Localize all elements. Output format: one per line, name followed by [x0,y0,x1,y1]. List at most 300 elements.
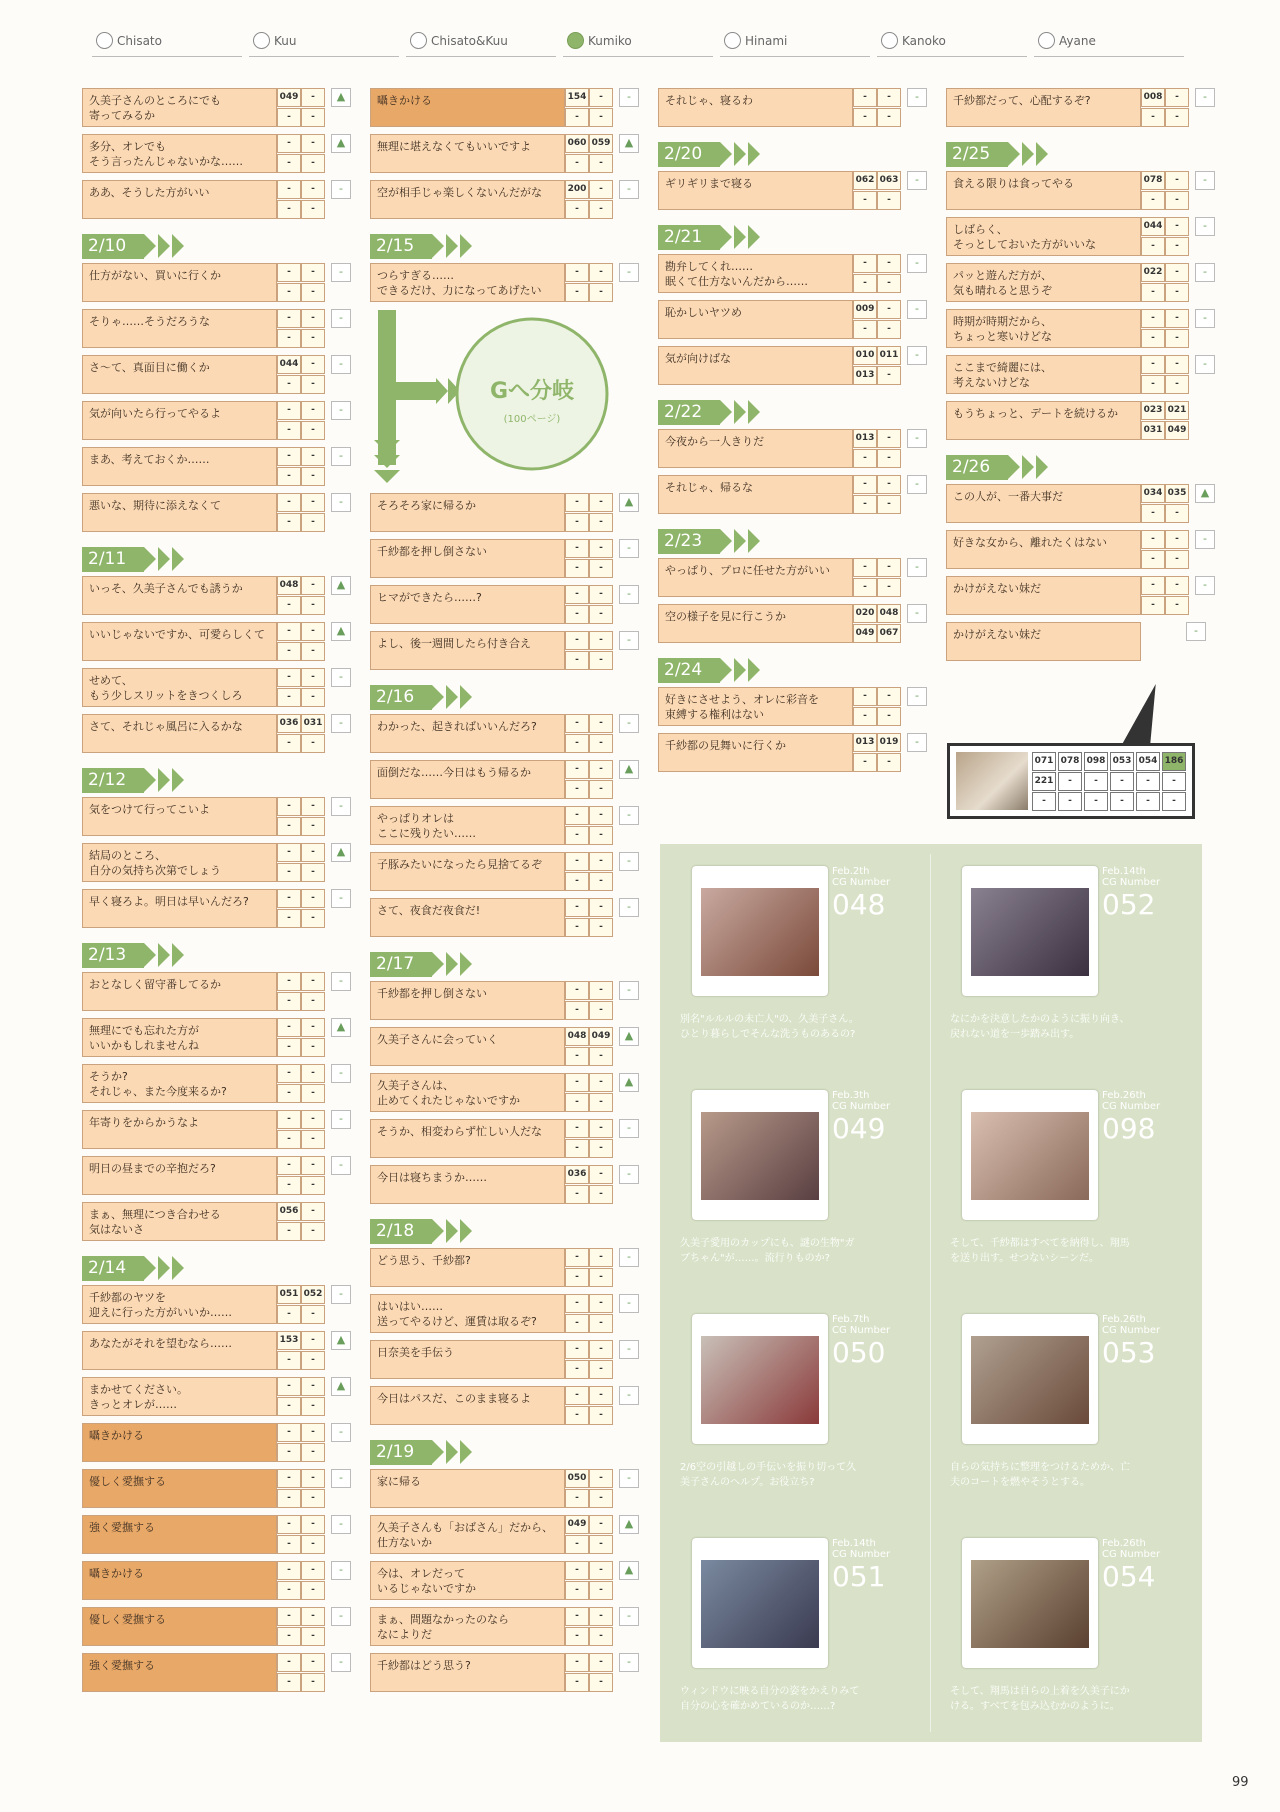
cg-cell: - [301,688,325,707]
cg-cell: - [277,1423,301,1442]
cg-cell: 063 [877,171,901,190]
cg-cell: - [301,909,325,928]
tab-ayane[interactable] [1034,30,1184,57]
cg-cells [277,622,325,661]
cg-cells [565,493,613,532]
cg-image [701,888,819,976]
cg-cell: - [589,1073,613,1092]
cg-cell: - [1165,504,1189,523]
cg-cell: - [589,180,613,199]
cg-cell: - [589,1535,613,1554]
choice-option: 強く愛撫する [82,1515,277,1554]
cg-cell: - [1165,375,1189,394]
cg-cell: - [1165,217,1189,236]
cg-cell: - [589,1340,613,1359]
cg-cell: - [1165,329,1189,348]
cg-cell: - [277,972,301,991]
dash-marker: - [1186,622,1206,641]
branch-page: (100ページ) [503,414,561,425]
choice-option: 無理に堪えなくてもいいですよ [370,134,565,173]
date-label: 2/17 [370,952,432,977]
choice-option: 空の様子を見に行こうか [658,604,853,643]
cg-cell: 067 [877,624,901,643]
cg-cells [565,263,613,302]
cg-cell: - [565,760,589,779]
cg-cells [1141,530,1189,569]
dash-marker: - [331,1285,351,1304]
choice-option: 気をつけて行ってこいよ [82,797,277,836]
cg-cell: - [1141,108,1165,127]
cg-cell: - [301,1469,325,1488]
tab-label: Hinami [745,34,788,48]
cg-cell: - [1165,191,1189,210]
cg-cells [565,1027,613,1066]
chevron-icon [144,943,156,967]
cg-cells [1141,401,1189,440]
cg-cells [277,1018,325,1057]
dash-marker: - [331,1156,351,1175]
dash-marker: - [331,263,351,282]
tab-kumiko[interactable] [563,30,713,57]
cg-date: Feb.26th [1102,1090,1146,1101]
cg-cell: - [1165,550,1189,569]
cg-cell: - [277,401,301,420]
date-label: 2/21 [658,225,720,250]
date-label: 2/12 [82,768,144,793]
cg-cells [565,585,613,624]
cg-cell: - [277,375,301,394]
cg-cell: 034 [1141,484,1165,503]
cg-caption: 別名"ルルルの未亡人"の、久美子さん。 ひとり暮らしでそんな洗うものあるの? [680,1014,859,1040]
date-label: 2/16 [370,685,432,710]
cg-cell: 036 [277,714,301,733]
chevron-icon [432,234,444,258]
cg-cell: - [277,1581,301,1600]
cg-cell: - [589,826,613,845]
cg-cell: 153 [277,1331,301,1350]
cg-number-label: CG Number [1102,1101,1161,1112]
cg-cell: - [565,513,589,532]
cg-cell: - [589,651,613,670]
cg-cell: 049 [565,1515,589,1534]
chevron-icon [432,1440,444,1464]
date-label: 2/14 [82,1256,144,1281]
cg-cell: - [853,495,877,514]
cg-cells [565,1653,613,1692]
cg-cell: 052 [301,1285,325,1304]
chevron-icon [158,547,170,571]
cg-cell: - [589,1469,613,1488]
chevron-icon [1022,142,1034,166]
cg-cell: - [301,622,325,641]
cg-cell: - [277,863,301,882]
cg-cell: - [1141,355,1165,374]
cg-cell: - [565,1406,589,1425]
cg-gallery [660,844,1202,1742]
cg-cell: - [277,1222,301,1241]
cg-cell: - [877,687,901,706]
chevron-icon [172,234,184,258]
cg-cell: - [1110,772,1134,791]
cg-cell: - [301,863,325,882]
cg-cell: - [589,1165,613,1184]
cg-cell: - [589,898,613,917]
cg-cells [277,1202,325,1241]
cg-cells [565,1340,613,1379]
dash-marker: - [331,355,351,374]
chevron-icon [158,943,170,967]
dash-marker: - [907,429,927,448]
cg-cell: - [277,1561,301,1580]
dash-marker: - [1195,530,1215,549]
cg-cells [277,1469,325,1508]
cg-cell: - [565,852,589,871]
cg-cell: - [1165,309,1189,328]
cg-cell: - [301,1627,325,1646]
up-arrow-icon: ▲ [619,1561,639,1580]
cg-cell: - [301,329,325,348]
cg-cell: - [301,355,325,374]
dash-marker: - [331,1469,351,1488]
cg-cell: - [301,1331,325,1350]
cg-cells [853,346,901,385]
dash-marker: - [619,1248,639,1267]
cg-photo [962,866,1098,996]
date-label: 2/18 [370,1219,432,1244]
radio-icon [881,32,898,49]
dash-marker: - [907,346,927,365]
cg-cell: - [565,1001,589,1020]
radio-icon [253,32,270,49]
cg-cell: 050 [565,1469,589,1488]
cg-cell: 221 [1032,772,1056,791]
cg-cell: - [589,1001,613,1020]
cg-cell: - [565,826,589,845]
cg-cell: - [301,1561,325,1580]
cg-cell: - [565,780,589,799]
cg-cells [277,263,325,302]
cg-cell: - [277,668,301,687]
tab-kanoko[interactable] [877,30,1027,57]
cg-cell: - [565,651,589,670]
cg-cell: - [277,154,301,173]
cg-cell: - [1165,88,1189,107]
tab-label: Kumiko [588,34,632,48]
cg-date: Feb.26th [1102,1538,1146,1549]
cg-cell: - [853,191,877,210]
cg-cell: - [1136,792,1160,811]
dash-marker: - [907,254,927,273]
cg-cell: 062 [853,171,877,190]
cg-cells [565,1119,613,1158]
cg-cells [277,1423,325,1462]
cg-number: 048 [832,888,886,921]
cg-cell: - [277,1156,301,1175]
cg-photo [692,1314,828,1444]
cg-cell: - [1058,792,1082,811]
cg-cell: - [589,1489,613,1508]
cg-cell: - [277,1489,301,1508]
dash-marker: - [619,1469,639,1488]
cg-number-label: CG Number [1102,877,1161,888]
cg-cell: - [1165,171,1189,190]
chevron-icon [734,225,746,249]
choice-option: 仕方がない、買いに行くか [82,263,277,302]
dash-marker: - [619,585,639,604]
cg-cell: - [301,1156,325,1175]
cg-cells [277,1156,325,1195]
cg-cell: - [565,1489,589,1508]
date-label: 2/10 [82,234,144,259]
dash-marker: - [619,1165,639,1184]
choice-option: それじゃ、寝るわ [658,88,853,127]
cg-cell: - [277,688,301,707]
dash-marker: - [619,806,639,825]
bubble-pointer [1122,684,1169,744]
cg-caption: ウィンドウに映る自分の姿をかえりみて 自分の心を確かめているのか……? [680,1686,860,1712]
cg-number-label: CG Number [832,1549,891,1560]
dash-marker: - [331,1515,351,1534]
cg-image [701,1112,819,1200]
cg-cells [277,797,325,836]
cg-cell: - [301,1351,325,1370]
up-arrow-icon: ▲ [619,1073,639,1092]
cg-cell: - [1084,772,1108,791]
dash-marker: - [331,447,351,466]
cg-cell: - [589,585,613,604]
chevron-icon [720,529,732,553]
cg-cell: - [877,254,901,273]
cg-cells [565,134,613,173]
cg-cell: - [1141,283,1165,302]
cg-cell: - [277,263,301,282]
cg-cell: 044 [1141,217,1165,236]
choice-option: そりゃ……そうだろうな [82,309,277,348]
choice-option: 面倒だな……今日はもう帰るか [370,760,565,799]
chevron-icon [446,685,458,709]
cg-cell: 013 [853,366,877,385]
cg-cell: - [277,1176,301,1195]
cg-cell: - [853,753,877,772]
choice-option: 強く愛撫する [82,1653,277,1692]
cg-cell: - [301,843,325,862]
cg-photo [692,1090,828,1220]
tab-chisato[interactable] [92,30,242,57]
choice-option: さて、それじゃ風呂に入るかな [82,714,277,753]
cg-cell: - [877,366,901,385]
cg-cell: - [589,1607,613,1626]
cg-cell: - [1032,792,1056,811]
cg-cell: - [853,578,877,597]
cg-caption: なにかを決意したかのように振り向き、 戻れない道を一歩踏み出す。 [950,1014,1130,1040]
cg-cells [277,134,325,173]
cg-cell: - [301,108,325,127]
choice-option: 空が相手じゃ楽しくないんだがな [370,180,565,219]
choice-option: あなたがそれを望むなら…… [82,1331,277,1370]
cg-entry [930,1292,1190,1510]
date-label: 2/22 [658,400,720,425]
choice-option: 恥かしいヤツめ [658,300,853,339]
cg-cell: - [565,1535,589,1554]
dash-marker: - [907,171,927,190]
gallery-divider [930,854,931,1732]
cg-photo [962,1538,1098,1668]
cg-cell: - [877,753,901,772]
cg-cell: - [589,513,613,532]
cg-cell: - [589,852,613,871]
cg-cell: - [877,495,901,514]
chevron-icon [446,952,458,976]
dash-marker: - [1195,576,1215,595]
dash-marker: - [619,1340,639,1359]
up-arrow-icon: ▲ [619,1027,639,1046]
cg-entry [930,1516,1190,1734]
cg-cells [565,1165,613,1204]
cg-cells [1141,309,1189,348]
cg-cell: - [277,1673,301,1692]
tab-label: Kanoko [902,34,946,48]
cg-cells [277,1331,325,1370]
cg-cell: - [589,1139,613,1158]
cg-cell: - [301,375,325,394]
cg-cells [853,733,901,772]
cg-cell: - [877,300,901,319]
chevron-icon [1008,455,1020,479]
cg-cells [277,493,325,532]
cg-cell: - [301,493,325,512]
dash-marker: - [1195,263,1215,282]
cg-cell: - [301,972,325,991]
choice-option: かけがえない妹だ [946,576,1141,615]
dash-marker: - [619,1653,639,1672]
cg-cells [565,539,613,578]
dash-marker: - [1195,355,1215,374]
cg-cell: - [301,88,325,107]
cg-cell: - [565,1581,589,1600]
cg-cell: 154 [565,88,589,107]
cg-cell: - [1141,530,1165,549]
cg-cell: - [277,1110,301,1129]
cg-cells [1141,171,1189,210]
cg-cell: - [1141,596,1165,615]
cg-caption: そして、千紗都はすべてを納得し、翔馬 を送り出す。せつないシーンだ。 [950,1238,1130,1264]
cg-number: 051 [832,1560,886,1593]
cg-cell: 051 [277,1285,301,1304]
cg-caption: 自らの気持ちに整理をつけるためか、亡 夫のコートを燃やそうとする。 [950,1462,1130,1488]
choice-option: まぁ、無理につき合わせる 気はないさ [82,1202,277,1241]
cg-cell: - [877,449,901,468]
cg-date: Feb.7th [832,1314,870,1325]
cg-cell: 056 [277,1202,301,1221]
cg-cell: - [589,1406,613,1425]
cg-cell: - [877,320,901,339]
choice-option: 子豚みたいになったら見捨てるぞ [370,852,565,891]
chevron-icon [460,685,472,709]
radio-icon [567,32,584,49]
cg-number: 054 [1102,1560,1156,1593]
cg-number: 050 [832,1336,886,1369]
dash-marker: - [619,1386,639,1405]
date-label: 2/23 [658,529,720,554]
cg-cell: - [565,493,589,512]
cg-cells [565,1073,613,1112]
dash-marker: - [907,687,927,706]
cg-cell: - [589,1360,613,1379]
cg-cells [565,1248,613,1287]
cg-cell: - [853,558,877,577]
choice-option: 気が向けばな [658,346,853,385]
dash-marker: - [619,898,639,917]
cg-cell: - [277,200,301,219]
cg-cell: - [301,1397,325,1416]
tab-hinami[interactable] [720,30,870,57]
cg-entry [660,1516,920,1734]
choice-option: どう思う、千紗都? [370,1248,565,1287]
tab-kuu[interactable] [249,30,399,57]
dash-marker: - [619,1294,639,1313]
cg-cells [565,1561,613,1600]
choice-option: 久美子さんのところにでも 寄ってみるか [82,88,277,127]
cg-cells [1141,88,1189,127]
tab-chisatokuu[interactable] [406,30,556,57]
tab-label: Ayane [1059,34,1096,48]
cg-number-label: CG Number [832,877,891,888]
cg-cell: 048 [277,576,301,595]
cg-cells [1141,355,1189,394]
cg-cells [277,668,325,707]
cg-cell: - [301,797,325,816]
chevron-icon [446,234,458,258]
cg-cell: 078 [1058,752,1082,771]
cg-cell: - [589,493,613,512]
choice-option: 千紗都を押し倒さない [370,981,565,1020]
cg-cell: - [853,475,877,494]
cg-cell: - [277,447,301,466]
up-arrow-icon: ▲ [1195,484,1215,503]
cg-cell: - [277,108,301,127]
cg-cells [277,180,325,219]
cg-cell: - [565,714,589,733]
cg-cell: 013 [853,733,877,752]
cg-entry [930,844,1190,1062]
choice-option: ここまで綺麗には、 考えないけどな [946,355,1141,394]
cg-cell: - [1141,309,1165,328]
choice-option: 久美子さんに会っていく [370,1027,565,1066]
cg-cell: 049 [277,88,301,107]
choice-option: 早く寝ろよ。明日は早いんだろ? [82,889,277,928]
choice-option: 久美子さんは、 止めてくれたじゃないですか [370,1073,565,1112]
chevron-icon [460,234,472,258]
cg-cell: - [589,1515,613,1534]
ending-thumbnail [956,752,1028,810]
chevron-icon [720,142,732,166]
cg-cell: - [301,1176,325,1195]
cg-cell: - [277,642,301,661]
cg-cell: - [877,88,901,107]
cg-cell: 019 [877,733,901,752]
cg-cell: - [1165,576,1189,595]
choice-option: 今日はパスだ、このまま寝るよ [370,1386,565,1425]
cg-cell: - [853,274,877,293]
cg-cells [277,1607,325,1646]
cg-date: Feb.2th [832,866,870,877]
chevron-icon [446,1440,458,1464]
choice-option: さ〜て、真面目に働くか [82,355,277,394]
cg-cell: - [877,108,901,127]
cg-cell: - [565,898,589,917]
dash-marker: - [907,604,927,623]
cg-cell: - [277,734,301,753]
